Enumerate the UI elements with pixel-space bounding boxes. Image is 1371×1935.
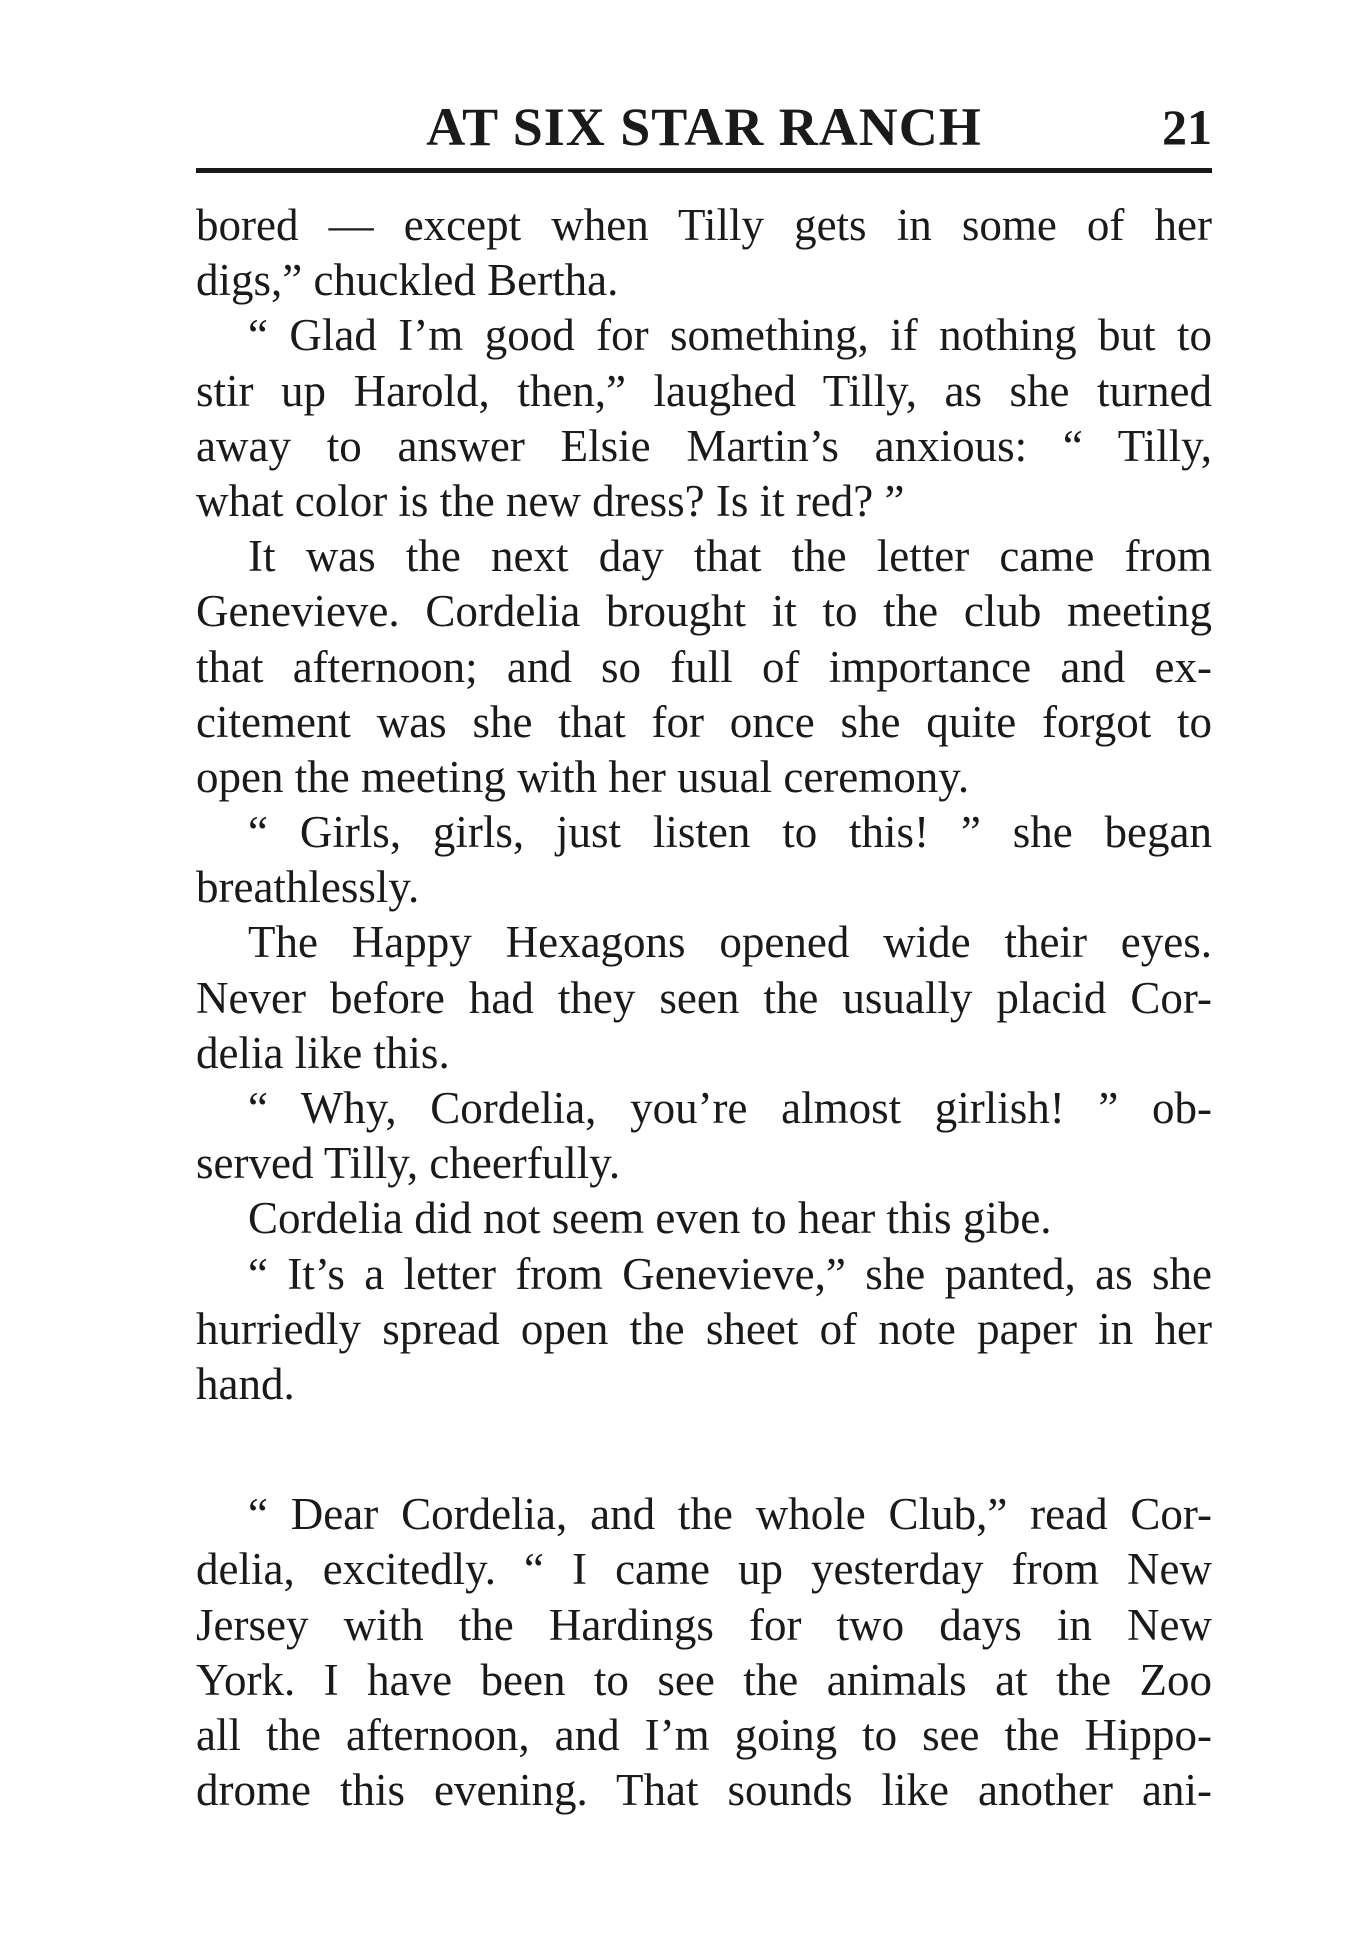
text-line: Never before had they seen the usually placid Cor- <box>196 972 1212 1023</box>
text-line: away to answer Elsie Martin’s anxious: “ Tilly, <box>196 420 1212 471</box>
text-line: breathlessly. <box>196 862 420 913</box>
running-title: AT SIX STAR RANCH <box>426 97 982 157</box>
text-line: “ Why, Cordelia, you’re almost girlish! ” ob- <box>248 1083 1212 1133</box>
text-line: delia, excitedly. “ I came up yesterday from New <box>196 1544 1212 1595</box>
text-line: open the meeting with her usual ceremony. <box>196 751 970 802</box>
header-rule <box>196 168 1212 173</box>
running-head <box>196 92 1212 162</box>
text-line: Cordelia did not seem even to hear this gibe. <box>248 1193 1052 1244</box>
page-number: 21 <box>1162 99 1212 155</box>
text-line: “ Girls, girls, just listen to this! ” she began <box>248 807 1212 858</box>
text-line: all the afternoon, and I’m going to see the Hippo- <box>196 1709 1212 1760</box>
text-line: Jersey with the Hardings for two days in New <box>196 1599 1212 1650</box>
text-line: It was the next day that the letter came from <box>248 531 1212 582</box>
text-line: stir up Harold, then,” laughed Tilly, as she turned <box>196 365 1212 416</box>
text-line: hurriedly spread open the sheet of note paper in her <box>196 1303 1212 1354</box>
text-line: York. I have been to see the animals at the Zoo <box>196 1654 1212 1705</box>
body-text <box>196 198 1212 1818</box>
text-line: drome this evening. That sounds like another ani- <box>196 1765 1212 1816</box>
text-line: citement was she that for once she quite forgot to <box>196 696 1212 747</box>
text-line: digs,” chuckled Bertha. <box>196 255 619 306</box>
text-line: “ Glad I’m good for something, if nothing but to <box>248 310 1212 361</box>
text-line: delia like this. <box>196 1027 450 1078</box>
section-gap <box>196 1412 1212 1487</box>
text-line: served Tilly, cheerfully. <box>196 1138 621 1189</box>
text-line: The Happy Hexagons opened wide their eyes. <box>248 917 1212 968</box>
text-line: Genevieve. Cordelia brought it to the club meeting <box>196 586 1212 637</box>
text-line: hand. <box>196 1358 295 1409</box>
text-line: “ Dear Cordelia, and the whole Club,” read Cor- <box>248 1489 1212 1540</box>
text-line: bored — except when Tilly gets in some of her <box>196 200 1212 250</box>
text-line: what color is the new dress? Is it red? ” <box>196 475 905 526</box>
text-line: that afternoon; and so full of importance and ex- <box>196 641 1212 692</box>
text-line: “ It’s a letter from Genevieve,” she panted, as she <box>248 1248 1212 1299</box>
